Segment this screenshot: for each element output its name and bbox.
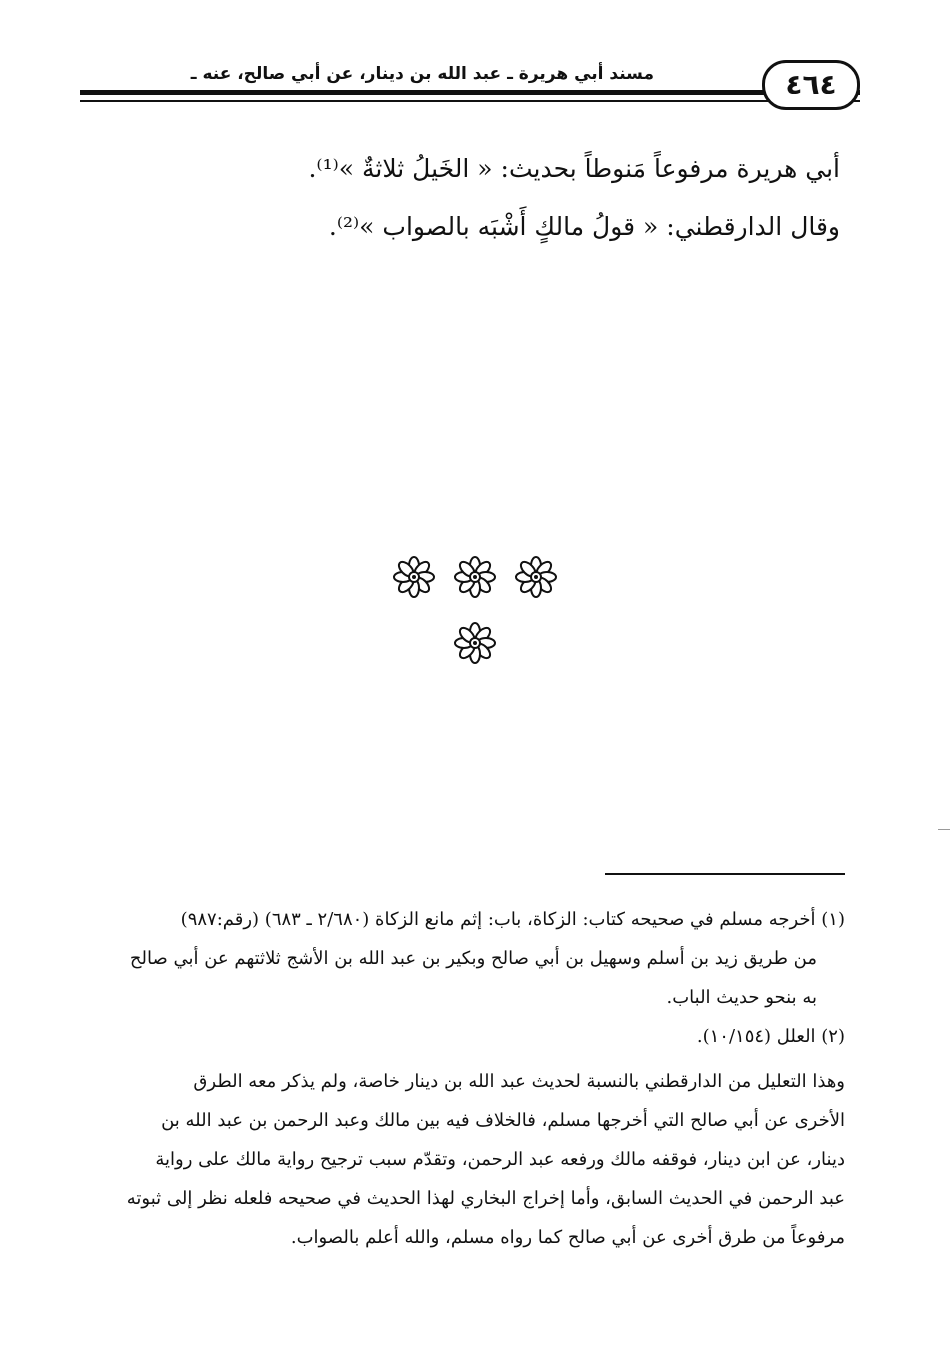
header-rule-thick [80,90,860,95]
section-ornament [0,555,950,687]
footnote-commentary-line: مرفوعاً من طرق أخرى عن أبي صالح كما رواه مسلم، والله أعلم بالصواب. [290,1227,845,1248]
eight-petal-flower-icon [453,555,497,599]
footnote-1-line-2: من طريق زيد بن أسلم وسهيل بن أبي صالح وبكير بن عبد الله بن الأشج ثلاثتهم عن أبي صالح [129,948,817,969]
footnote-commentary-line: دينار، عن ابن دينار، فوقفه مالك ورفعه عبد الرحمن، وتقدّم سبب ترجيح رواية مالك على رواية [155,1149,845,1170]
footnote-commentary-line: عبد الرحمن في الحديث السابق، وأما إخراج البخاري لهذا الحديث في صحيحه فلعله نظر إلى ثبوته [126,1188,845,1209]
eight-petal-flower-icon [453,621,497,665]
ornament-row-top [0,555,950,605]
page-number: ٤٦٤ [762,60,860,110]
footnote-2-line-1: (٢) العلل (١٠/١٥٤). [696,1026,845,1047]
main-text [110,140,840,256]
running-title: مسند أبي هريرة ـ عبد الله بن دينار، عن أبي صالح، عنه ـ [185,64,660,84]
ornament-row-bottom [0,621,950,671]
footnote-commentary-line: الأخرى عن أبي صالح التي أخرجها مسلم، فالخلاف فيه بين مالك وعبد الرحمن بن عبد الله بن [161,1110,845,1131]
footnotes [95,900,845,1257]
margin-mark [938,829,950,830]
main-text-line-1: أبي هريرة مرفوعاً مَنوطاً بحديث: « الخَيلُ ثلاثةٌ »⁽¹⁾. [308,154,840,183]
footnote-1-line-3: به بنحو حديث الباب. [666,987,817,1008]
footnote-separator [605,873,845,875]
eight-petal-flower-icon [514,555,558,599]
footnote-1-line-1: (١) أخرجه مسلم في صحيحه كتاب: الزكاة، باب: إثم مانع الزكاة (٢/٦٨٠ ـ ٦٨٣) (رقم:٩٨٧) [180,909,845,930]
footnote-commentary-line: وهذا التعليل من الدارقطني بالنسبة لحديث عبد الله بن دينار خاصة، ولم يذكر معه الطرق [193,1071,845,1092]
main-text-line-2: وقال الدارقطني: « قولُ مالكٍ أَشْبَه بالصواب »⁽²⁾. [328,212,840,241]
header-rule-thin [80,100,860,102]
eight-petal-flower-icon [392,555,436,599]
page-header [80,60,860,110]
